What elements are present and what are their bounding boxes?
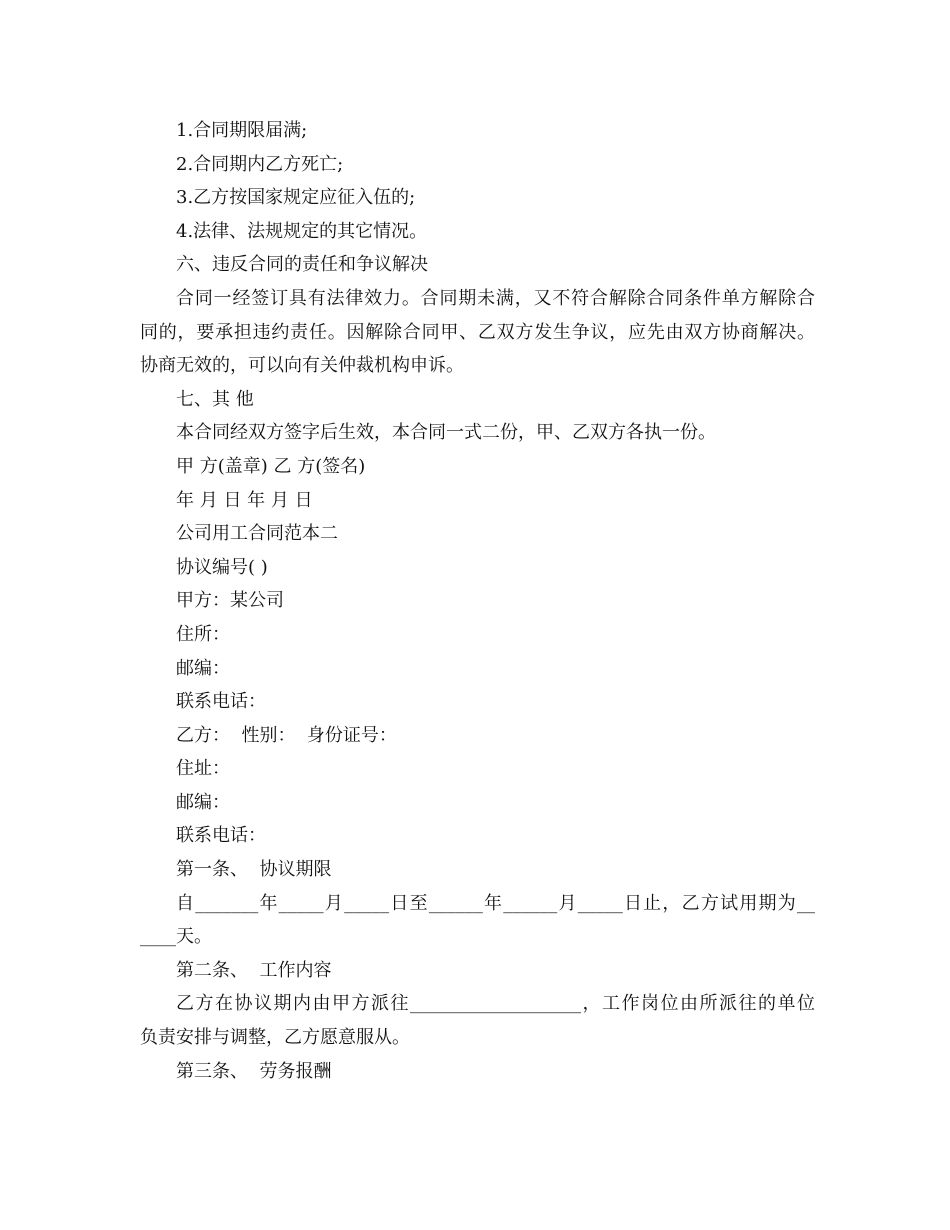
party-a-postcode: 邮编： xyxy=(176,657,230,679)
article-three-heading: 第三条、 劳务报酬 xyxy=(176,1060,332,1082)
agreement-number: 协议编号( ) xyxy=(176,556,268,578)
signature-line: 甲 方(盖章) 乙 方(签名) xyxy=(176,455,366,477)
liability-paragraph-line-1: 合同一经签订具有法律效力。合同期未满，又不符合解除合同条件单方解除合 xyxy=(176,287,815,309)
section-heading-seven: 七、其 他 xyxy=(176,388,254,410)
termination-item-3: 3.乙方按国家规定应征入伍的; xyxy=(176,187,416,209)
party-a-name: 甲方：某公司 xyxy=(176,590,284,612)
template-title: 公司用工合同范本二 xyxy=(176,523,338,545)
work-paragraph-line-2: 负责安排与调整，乙方愿意服从。 xyxy=(140,1027,410,1049)
liability-paragraph-line-3: 协商无效的，可以向有关仲裁机构申诉。 xyxy=(140,355,464,377)
effect-paragraph: 本合同经双方签字后生效，本合同一式二份，甲、乙双方各执一份。 xyxy=(176,422,716,444)
term-paragraph-line-1: 自_______年_____月_____日至______年______月_____日止，乙方试用期为__ xyxy=(176,892,815,914)
termination-item-4: 4.法律、法规规定的其它情况。 xyxy=(176,220,428,242)
work-paragraph-line-1: 乙方在协议期内由甲方派往___________________，工作岗位由所派往的单位 xyxy=(176,993,815,1015)
termination-item-2: 2.合同期内乙方死亡; xyxy=(176,153,344,175)
party-a-address: 住所： xyxy=(176,623,230,645)
liability-paragraph-line-2: 同的，要承担违约责任。因解除合同甲、乙双方发生争议，应先由双方协商解决。 xyxy=(140,321,815,343)
document-body xyxy=(140,114,815,1088)
party-b-phone: 联系电话： xyxy=(176,825,266,847)
section-heading-six: 六、违反合同的责任和争议解决 xyxy=(176,254,428,276)
party-b-address: 住址： xyxy=(176,758,230,780)
termination-item-1: 1.合同期限届满; xyxy=(176,120,308,141)
party-a-phone: 联系电话： xyxy=(176,691,266,713)
term-paragraph-line-2: ____天。 xyxy=(140,926,212,948)
party-b-info: 乙方： 性别： 身份证号： xyxy=(176,724,397,746)
party-b-postcode: 邮编： xyxy=(176,791,230,813)
article-two-heading: 第二条、 工作内容 xyxy=(176,959,332,981)
article-one-heading: 第一条、 协议期限 xyxy=(176,859,332,881)
date-line: 年 月 日 年 月 日 xyxy=(176,489,313,511)
